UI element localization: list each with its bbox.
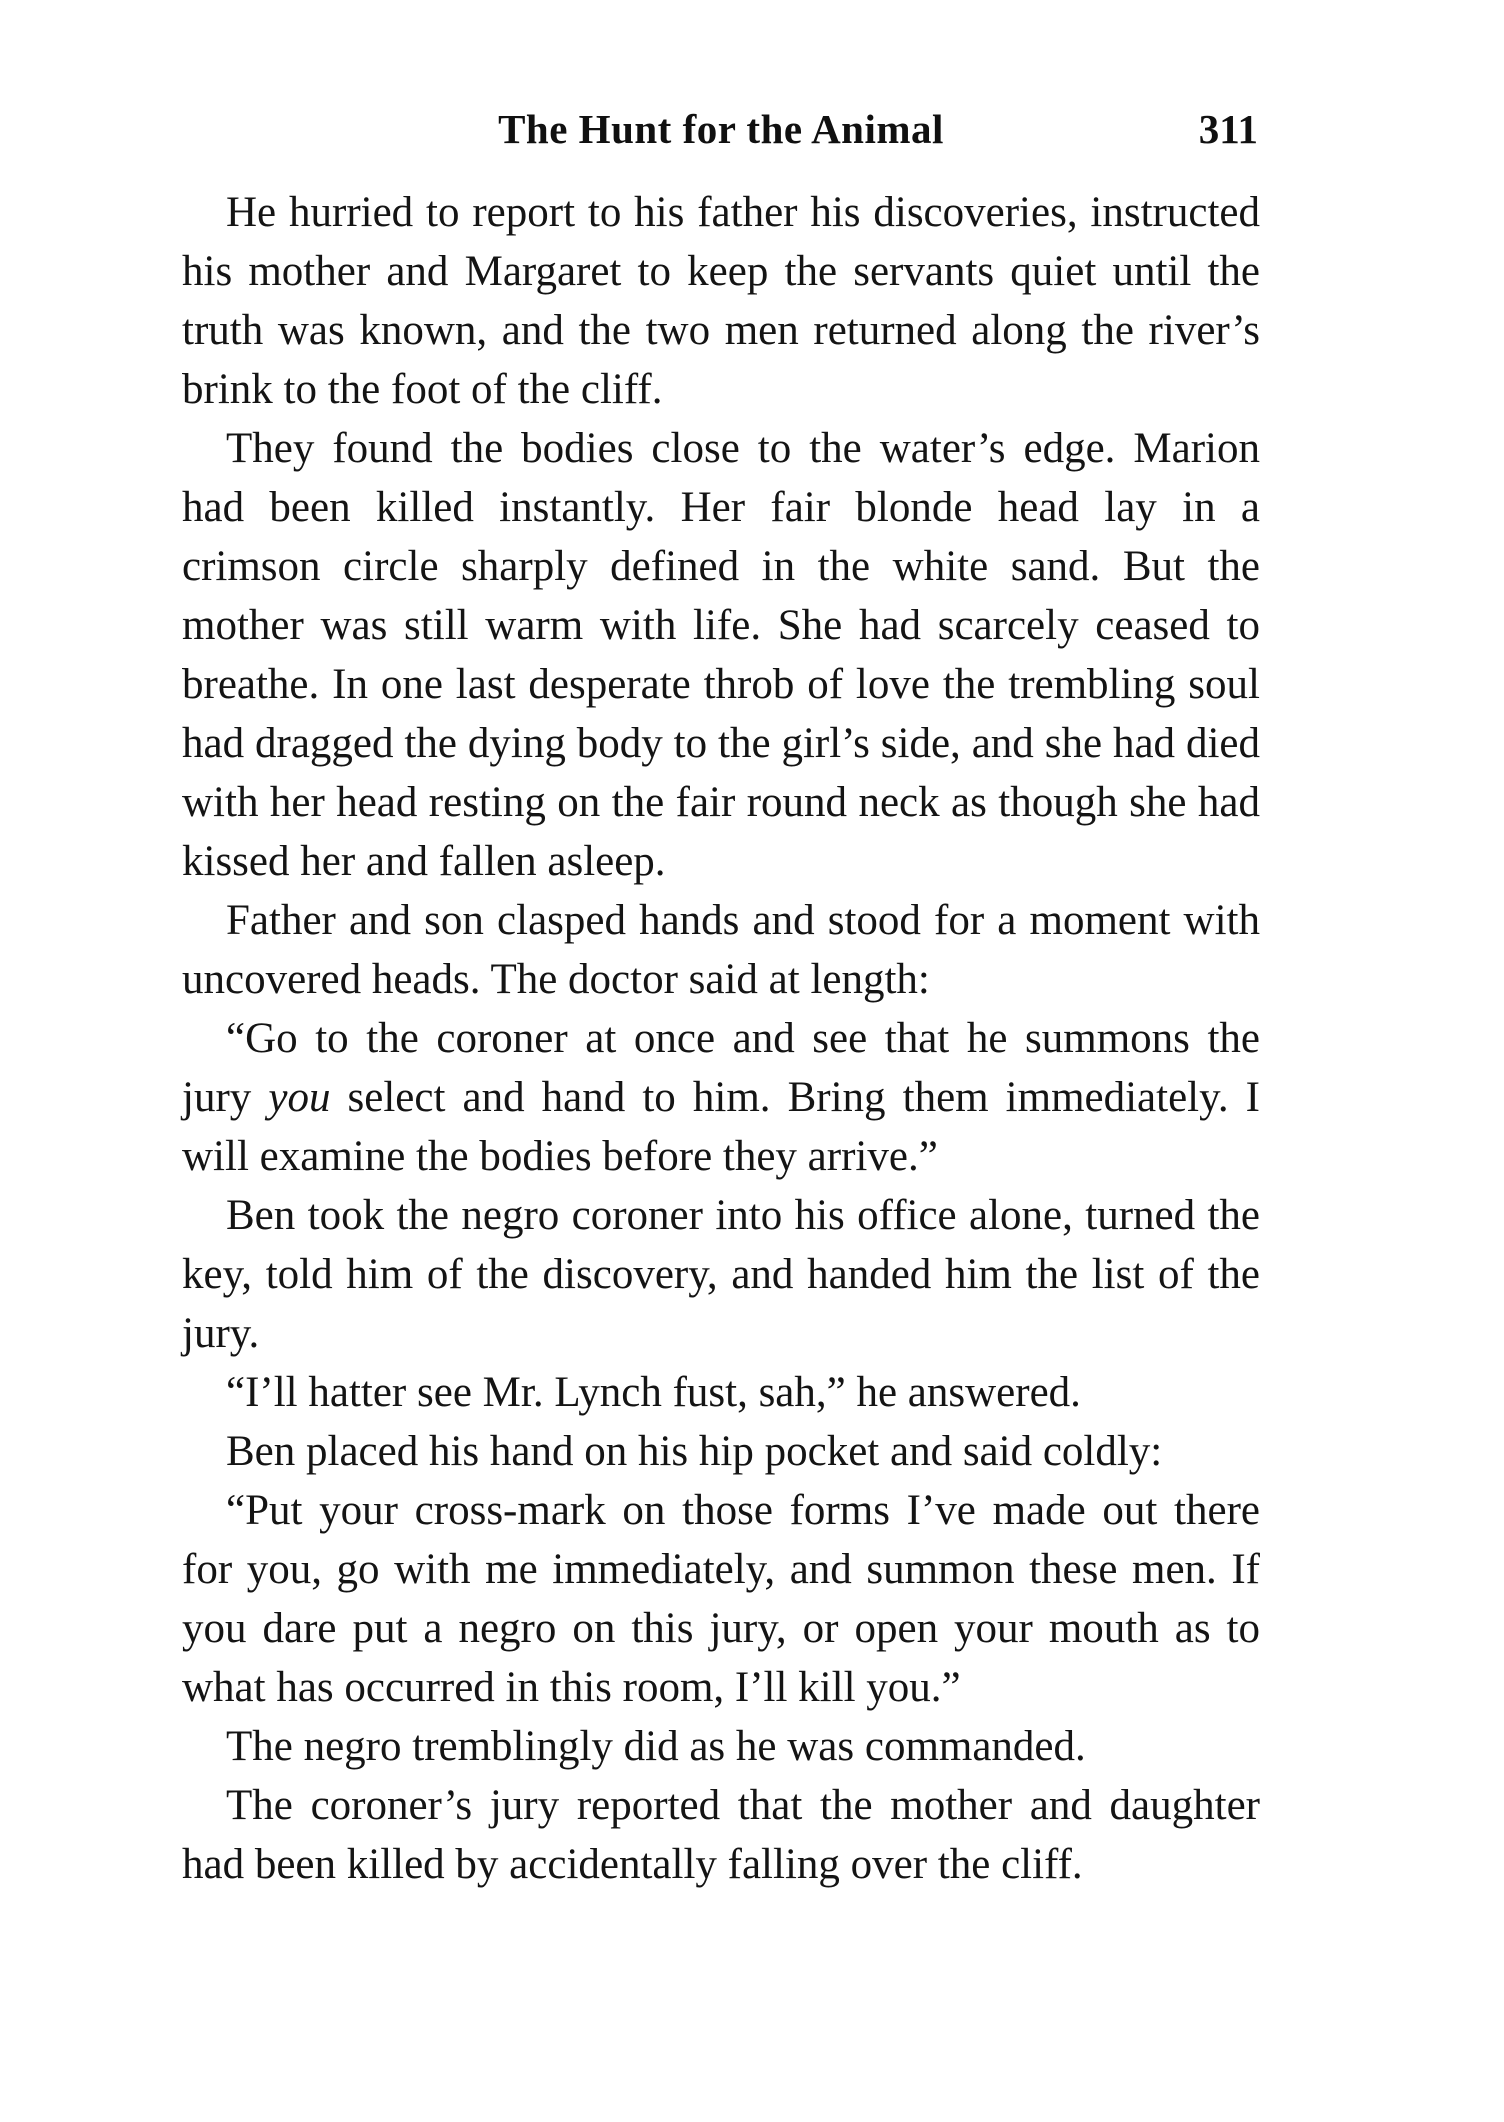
paragraph-father-son: Father and son clasped hands and stood for a moment with uncovered heads. The doctor said at length: (182, 897, 1260, 1003)
body-text (182, 183, 1260, 1894)
quote-italic-word: you (268, 1074, 331, 1121)
paragraph-coroner-office: Ben took the negro coroner into his office alone, turned the key, told him of the discovery, and handed him the list of the jury. (182, 1192, 1260, 1357)
paragraph-report: He hurried to report to his father his discoveries, instructed his mother and Margaret to keep the servants quiet until the truth was known, and the two men returned along the river’s brink to the foot of the cliff. (182, 189, 1260, 413)
paragraph-doctor-quote (182, 1009, 1260, 1186)
paragraph-jury-report: The coroner’s jury reported that the mother and daughter had been killed by accidentally falling over the cliff. (182, 1782, 1260, 1888)
paragraph-ben-threat: “Put your cross-mark on those forms I’ve made out there for you, go with me immediately, and summon these men. If you dare put a negro on this jury, or open your mouth as to what has occurred in this room, I’ll kill you.” (182, 1487, 1260, 1711)
paragraph-ben-hip-pocket: Ben placed his hand on his hip pocket and said coldly: (226, 1428, 1163, 1475)
paragraph-coroner-reply: “I’ll hatter see Mr. Lynch fust, sah,” he answered. (226, 1369, 1081, 1416)
quote-text-after: select and hand to him. Bring them immediately. I will examine the bodies before they arrive.” (182, 1074, 1260, 1180)
book-page (182, 105, 1260, 2095)
running-head (182, 105, 1260, 163)
paragraph-negro-obeys: The negro tremblingly did as he was commanded. (226, 1723, 1086, 1770)
chapter-title: The Hunt for the Animal (498, 106, 944, 152)
page-number: 311 (1198, 106, 1258, 152)
quote-text-before: “Go to the coroner at once and see that he summons the jury (182, 1015, 1260, 1121)
paragraph-bodies: They found the bodies close to the water’s edge. Marion had been killed instantly. Her fair blonde head lay in a crimson circle sharply defined in the white sand. But the mother was still warm with life. She had scarcely ceased to breathe. In one last desperate throb of love the trembling soul had dragged the dying body to the girl’s side, and she had died with her head resting on the fair round neck as though she had kissed her and fallen asleep. (182, 425, 1260, 885)
